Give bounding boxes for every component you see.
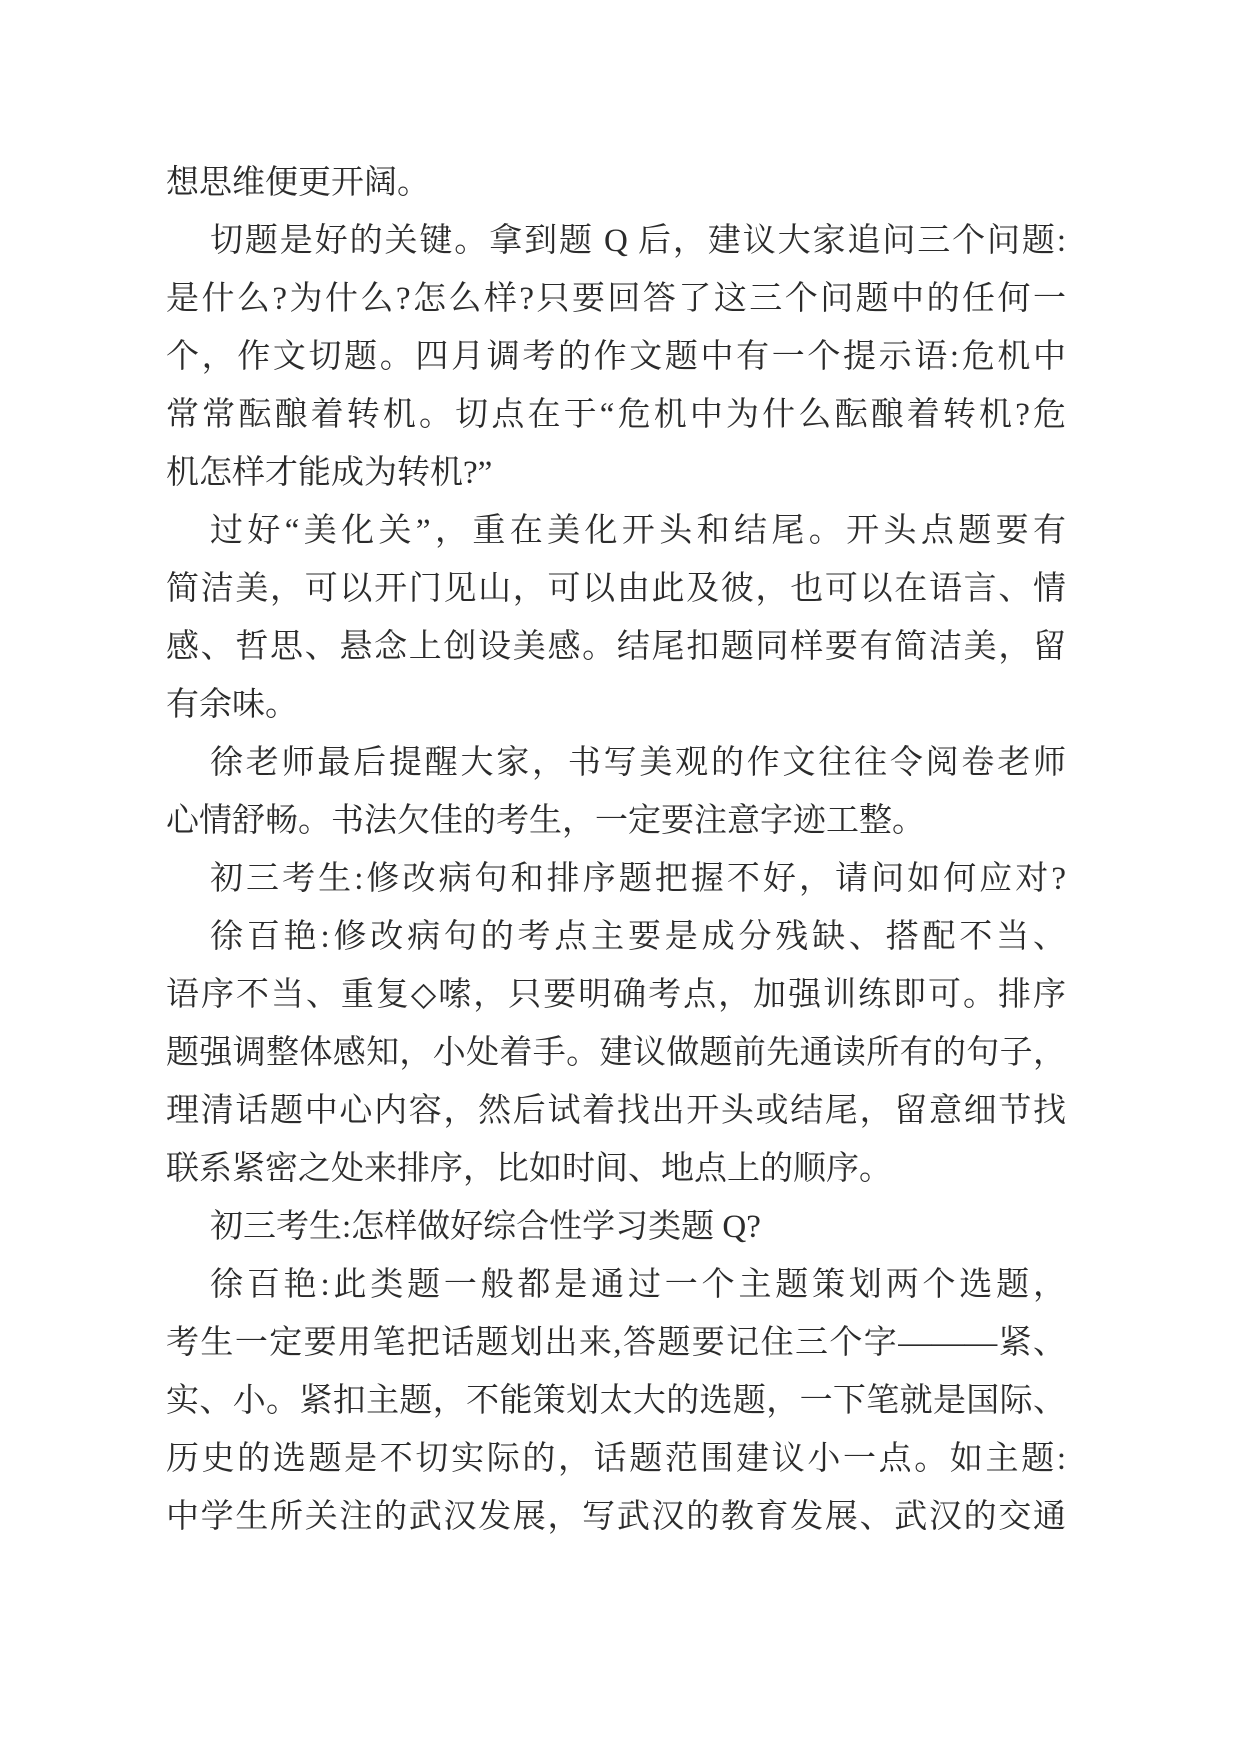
text-line: 历史的选题是不切实际的，话题范围建议小一点。如主题: xyxy=(166,1441,1066,1477)
text-line: 常常酝酿着转机。切点在于“危机中为什么酝酿着转机?危 xyxy=(166,397,1066,433)
text-line: 初三考生:怎样做好综合性学习类题 Q? xyxy=(210,1209,761,1245)
text-line: 考生一定要用笔把话题划出来,答题要记住三个字———紧、 xyxy=(166,1325,1066,1361)
text-line: 简洁美，可以开门见山，可以由此及彼，也可以在语言、情 xyxy=(166,571,1066,607)
text-line: 徐百艳:修改病句的考点主要是成分残缺、搭配不当、 xyxy=(210,919,1066,955)
text-line: 过好“美化关”，重在美化开头和结尾。开头点题要有 xyxy=(210,513,1066,549)
text-line: 心情舒畅。书法欠佳的考生，一定要注意字迹工整。 xyxy=(166,803,925,839)
text-block xyxy=(166,154,1066,1546)
text-line: 徐百艳:此类题一般都是通过一个主题策划两个选题， xyxy=(210,1267,1066,1303)
text-line: 语序不当、重复◇嗦，只要明确考点，加强训练即可。排序 xyxy=(166,977,1066,1013)
text-line: 机怎样才能成为转机?” xyxy=(166,455,493,491)
text-line: 初三考生:修改病句和排序题把握不好，请问如何应对? xyxy=(210,861,1066,897)
text-line: 切题是好的关键。拿到题 Q 后，建议大家追问三个问题: xyxy=(210,223,1066,259)
text-line: 联系紧密之处来排序，比如时间、地点上的顺序。 xyxy=(166,1151,892,1187)
text-line: 有余味。 xyxy=(166,687,298,723)
text-line: 实、小。紧扣主题，不能策划太大的选题，一下笔就是国际、 xyxy=(166,1383,1066,1419)
text-line: 个，作文切题。四月调考的作文题中有一个提示语:危机中 xyxy=(166,339,1066,375)
text-line: 中学生所关注的武汉发展，写武汉的教育发展、武汉的交通 xyxy=(166,1499,1066,1535)
text-line: 徐老师最后提醒大家，书写美观的作文往往令阅卷老师 xyxy=(210,745,1066,781)
text-line: 理清话题中心内容，然后试着找出开头或结尾，留意细节找 xyxy=(166,1093,1066,1129)
text-line: 是什么?为什么?怎么样?只要回答了这三个问题中的任何一 xyxy=(166,281,1066,317)
text-line: 感、哲思、悬念上创设美感。结尾扣题同样要有简洁美，留 xyxy=(166,629,1066,665)
text-line: 想思维便更开阔。 xyxy=(166,165,430,201)
text-line: 题强调整体感知，小处着手。建议做题前先通读所有的句子， xyxy=(166,1035,1066,1071)
